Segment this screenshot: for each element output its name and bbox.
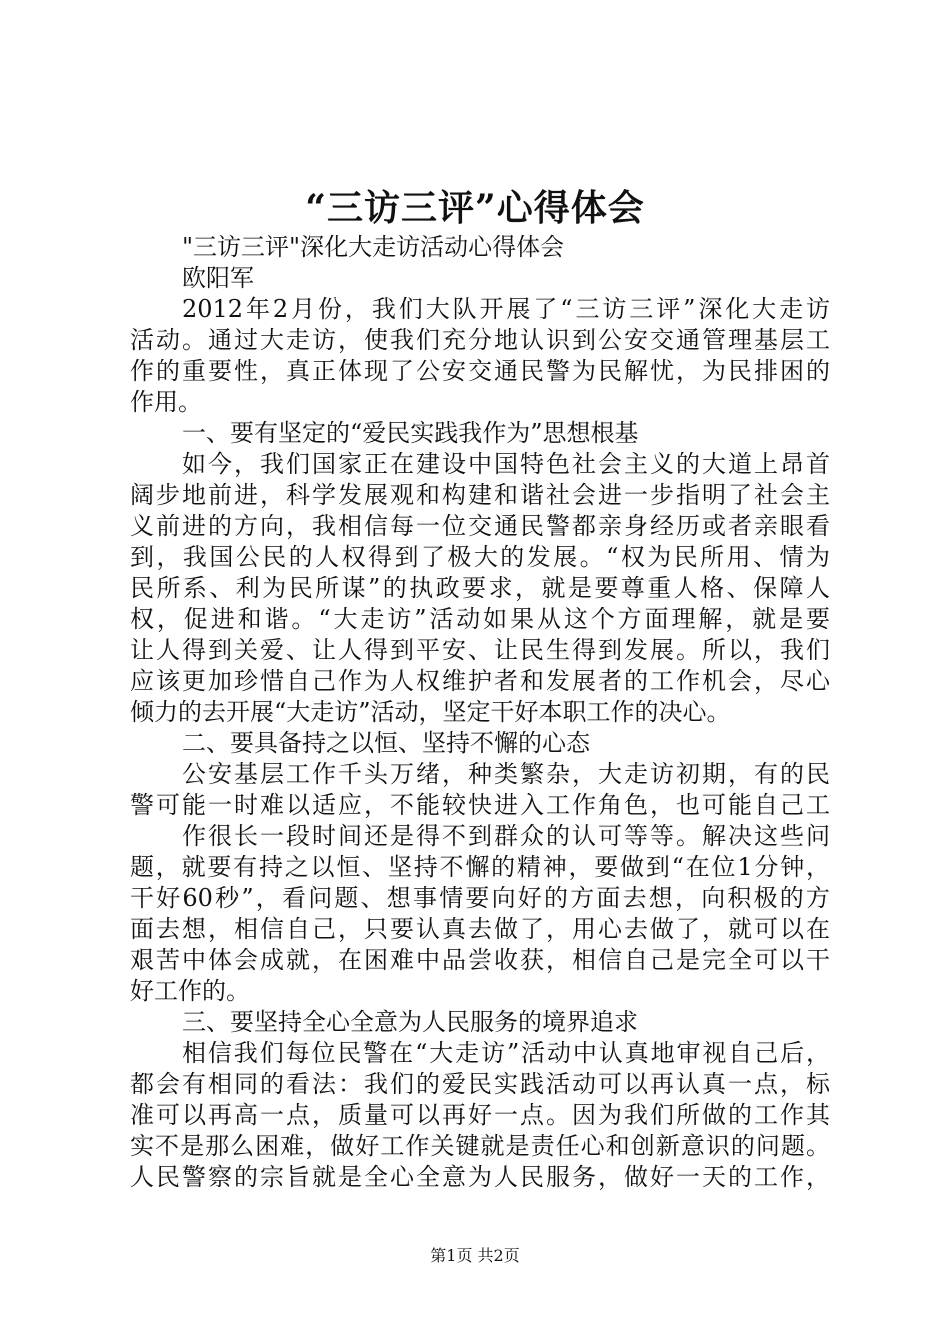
text-line: 作很长一段时间还是得不到群众的认可等等。解决这些问 [182,822,830,850]
text-line: 艰苦中体会成就，在困难中品尝收获，相信自己是完全可以干 [130,946,830,974]
text-line: 警可能一时难以适应，不能较快进入工作角色，也可能自己工 [130,791,830,819]
text-line: 实不是那么困难，做好工作关键就是责任心和创新意识的问题。 [130,1132,830,1160]
text-line: 作的重要性，真正体现了公安交通民警为民解忧，为民排困的 [130,357,830,385]
text-line: 应该更加珍惜自己作为人权维护者和发展者的工作机会，尽心 [130,667,830,695]
subtitle-line: "三访三评"深化大走访活动心得体会 [182,233,565,261]
section-heading: 一、要有坚定的“爱民实践我作为”思想根基 [182,419,639,447]
author-line: 欧阳军 [182,264,254,292]
text-line: 作用。 [130,388,202,416]
text-line: 面去想，相信自己，只要认真去做了，用心去做了，就可以在 [130,915,830,943]
text-line: 干好60秒”，看问题、想事情要向好的方面去想，向积极的方 [130,884,830,912]
text-line: 民所系、利为民所谋”的执政要求，就是要尊重人格、保障人 [130,574,830,602]
text-line: 如今，我们国家正在建设中国特色社会主义的大道上昂首 [182,450,830,478]
text-line: 让人得到关爱、让人得到平安、让民生得到发展。所以，我们 [130,636,830,664]
text-line: 活动。通过大走访，使我们充分地认识到公安交通管理基层工 [130,326,830,354]
document-title: “三访三评”心得体会 [305,187,645,229]
text-line: 阔步地前进，科学发展观和构建和谐社会进一步指明了社会主 [130,481,830,509]
text-line: 权，促进和谐。“大走访”活动如果从这个方面理解，就是要 [130,605,830,633]
text-line: 都会有相同的看法：我们的爱民实践活动可以再认真一点，标 [130,1070,830,1098]
section-heading: 二、要具备持之以恒、坚持不懈的心态 [182,729,590,757]
text-line: 2012年2月份，我们大队开展了“三访三评”深化大走访 [182,295,830,323]
section-heading: 三、要坚持全心全意为人民服务的境界追求 [182,1008,638,1036]
text-line: 到，我国公民的人权得到了极大的发展。“权为民所用、情为 [130,543,830,571]
text-line: 人民警察的宗旨就是全心全意为人民服务，做好一天的工作， [130,1163,830,1191]
text-line: 公安基层工作千头万绪，种类繁杂，大走访初期，有的民 [182,760,830,788]
text-line: 倾力的去开展“大走访”活动，坚定干好本职工作的决心。 [130,698,731,726]
page-footer: 第1页 共2页 [430,1246,520,1265]
document-body [130,232,830,1193]
text-line: 准可以再高一点，质量可以再好一点。因为我们所做的工作其 [130,1101,830,1129]
text-line: 相信我们每位民警在“大走访”活动中认真地审视自己后， [182,1039,830,1067]
text-line: 义前进的方向，我相信每一位交通民警都亲身经历或者亲眼看 [130,512,830,540]
text-line: 好工作的。 [130,977,250,1005]
text-line: 题，就要有持之以恒、坚持不懈的精神，要做到“在位1分钟， [130,853,830,881]
